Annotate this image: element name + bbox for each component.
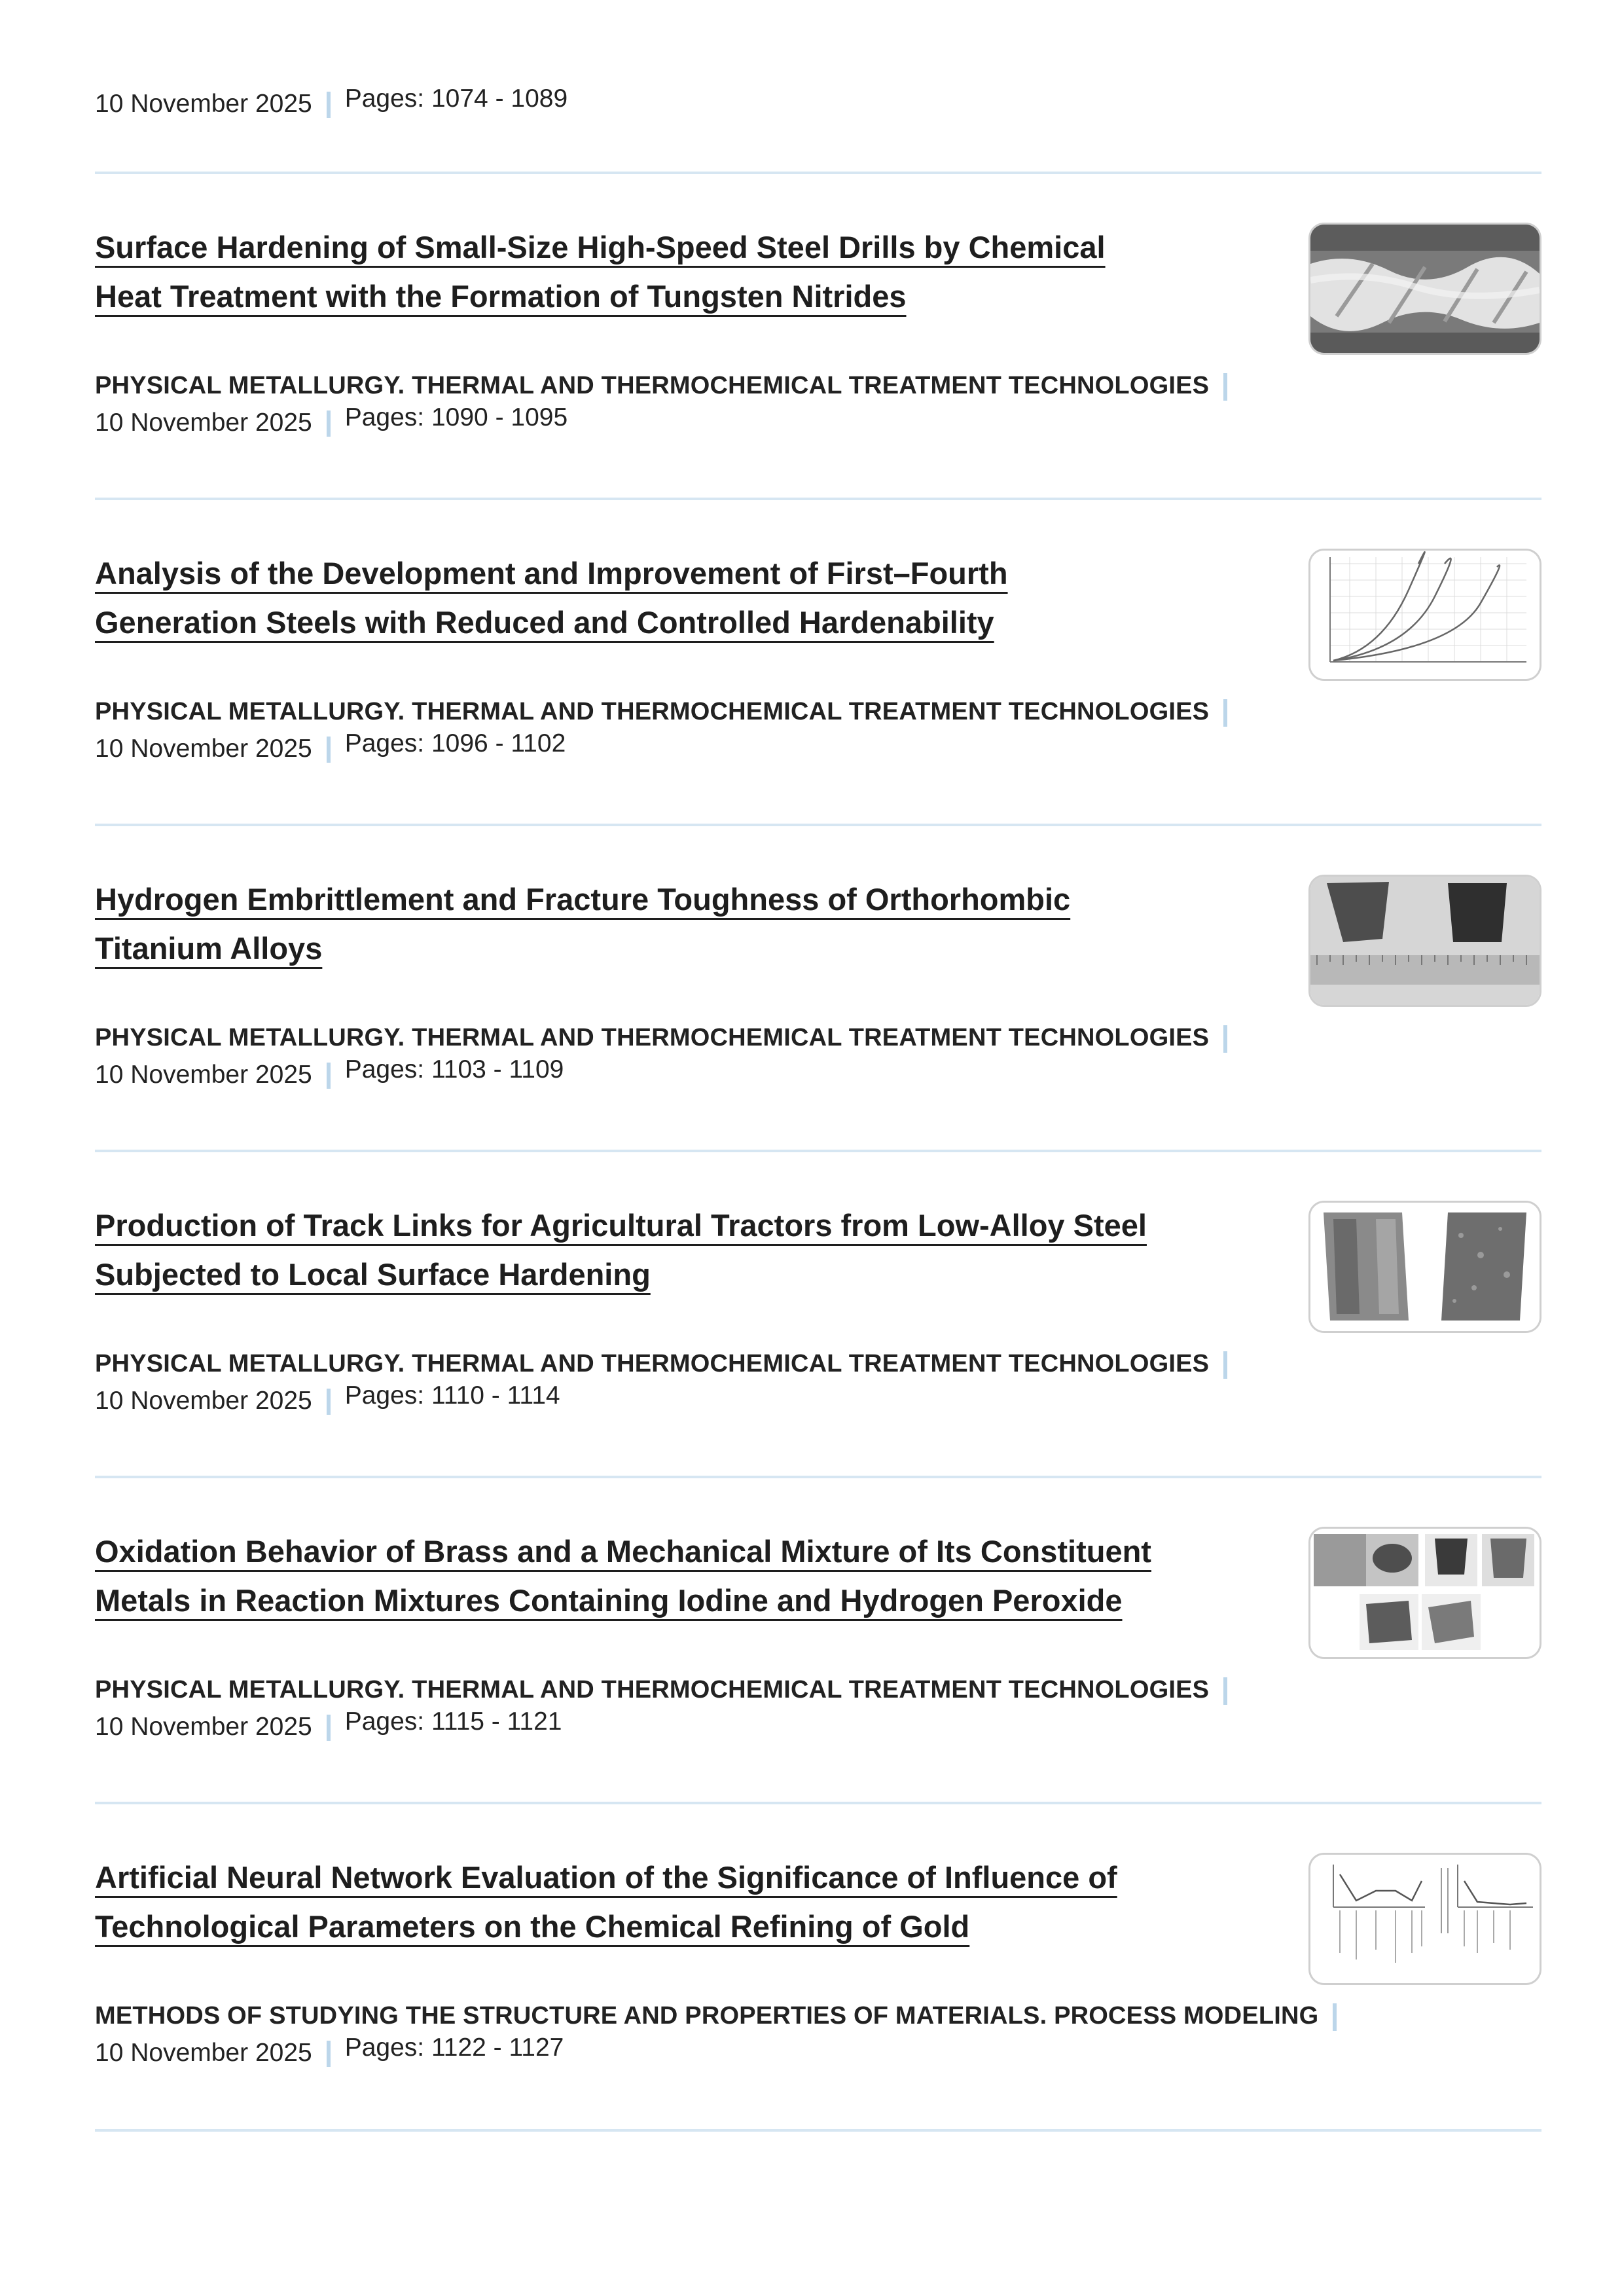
article-item (95, 875, 1541, 1089)
article-title[interactable] (95, 875, 1240, 973)
article-meta (95, 401, 568, 440)
article-thumbnail[interactable] (1308, 223, 1541, 355)
article-section (95, 1020, 1227, 1055)
track-link-image (1310, 1203, 1540, 1331)
article-thumbnail[interactable] (1308, 549, 1541, 681)
article-date: 10 November 2025 (95, 2039, 312, 2067)
article-thumbnail[interactable] (1308, 1527, 1541, 1659)
separator (95, 1476, 1541, 1478)
article-title-line[interactable]: Heat Treatment with the Formation of Tungsten Nitrides (95, 279, 907, 314)
separator (95, 498, 1541, 500)
article-thumbnail[interactable] (1308, 875, 1541, 1007)
article-pages: Pages: 1115 - 1121 (344, 1707, 562, 1736)
article-title[interactable] (95, 1201, 1240, 1299)
article-title-line[interactable]: Subjected to Local Surface Hardening (95, 1257, 651, 1292)
meta-divider (327, 2041, 331, 2067)
article-pages: Pages: 1090 - 1095 (344, 403, 568, 431)
separator (95, 1150, 1541, 1152)
article-title-line[interactable]: Analysis of the Development and Improvement of First–Fourth (95, 556, 1008, 591)
article-meta (95, 82, 1541, 121)
meta-divider (1223, 1351, 1227, 1379)
article-title-line[interactable]: Generation Steels with Reduced and Controlled Hardenability (95, 605, 994, 640)
separator (95, 824, 1541, 826)
meta-divider (1223, 1677, 1227, 1705)
top-meta (95, 82, 1541, 121)
meta-divider (1223, 1025, 1227, 1053)
meta-divider (327, 737, 331, 763)
meta-divider (1333, 2003, 1337, 2031)
article-title[interactable] (95, 1853, 1240, 1951)
section-label[interactable]: PHYSICAL METALLURGY. THERMAL AND THERMOCHEMICAL TREATMENT TECHNOLOGIES (95, 1023, 1210, 1051)
drill-image (1310, 225, 1540, 353)
article-section (95, 1346, 1227, 1381)
meta-divider (327, 92, 331, 118)
separator (95, 2129, 1541, 2132)
article-title-line[interactable]: Production of Track Links for Agricultural Tractors from Low-Alloy Steel (95, 1208, 1147, 1243)
article-title-line[interactable]: Artificial Neural Network Evaluation of the Significance of Influence of (95, 1860, 1117, 1895)
article-pages: Pages: 1110 - 1114 (344, 1381, 560, 1410)
article-date: 10 November 2025 (95, 409, 312, 437)
article-title-line[interactable]: Metals in Reaction Mixtures Containing Iodine and Hydrogen Peroxide (95, 1583, 1123, 1618)
section-label[interactable]: PHYSICAL METALLURGY. THERMAL AND THERMOCHEMICAL TREATMENT TECHNOLOGIES (95, 1675, 1210, 1704)
article-section (95, 1998, 1337, 2033)
article-title-line[interactable]: Hydrogen Embrittlement and Fracture Toughness of Orthorhombic (95, 882, 1071, 917)
article-pages: Pages: 1122 - 1127 (344, 2033, 564, 2062)
meta-divider (327, 410, 331, 437)
article-date: 10 November 2025 (95, 90, 312, 118)
article-title-line[interactable]: Oxidation Behavior of Brass and a Mechanical Mixture of Its Constituent (95, 1534, 1151, 1569)
article-pages: Pages: 1103 - 1109 (344, 1055, 564, 1084)
article-pages: Pages: 1074 - 1089 (344, 84, 568, 113)
article-item (95, 1201, 1541, 1415)
section-label[interactable]: PHYSICAL METALLURGY. THERMAL AND THERMOCHEMICAL TREATMENT TECHNOLOGIES (95, 697, 1210, 725)
article-date: 10 November 2025 (95, 1713, 312, 1741)
article-meta (95, 1053, 564, 1092)
brass-samples-image (1310, 1529, 1540, 1657)
section-label[interactable]: PHYSICAL METALLURGY. THERMAL AND THERMOCHEMICAL TREATMENT TECHNOLOGIES (95, 1349, 1210, 1377)
neural-network-chart-image (1310, 1855, 1540, 1983)
separator (95, 1802, 1541, 1804)
article-item (95, 549, 1541, 763)
section-label[interactable]: PHYSICAL METALLURGY. THERMAL AND THERMOCHEMICAL TREATMENT TECHNOLOGIES (95, 371, 1210, 399)
article-item (95, 223, 1541, 437)
article-date: 10 November 2025 (95, 735, 312, 763)
article-thumbnail[interactable] (1308, 1201, 1541, 1333)
article-meta (95, 1705, 562, 1744)
meta-divider (1223, 373, 1227, 401)
article-meta (95, 727, 566, 766)
article-pages: Pages: 1096 - 1102 (344, 729, 566, 757)
article-thumbnail[interactable] (1308, 1853, 1541, 1985)
article-section (95, 694, 1227, 729)
article-title[interactable] (95, 1527, 1240, 1625)
article-title-line[interactable]: Titanium Alloys (95, 931, 323, 966)
meta-divider (1223, 699, 1227, 727)
separator (95, 172, 1541, 174)
article-item (95, 1527, 1541, 1741)
meta-divider (327, 1389, 331, 1415)
section-label[interactable]: METHODS OF STUDYING THE STRUCTURE AND PROPERTIES OF MATERIALS. PROCESS MODELING (95, 2001, 1319, 2030)
graph-image (1310, 551, 1540, 679)
article-section (95, 368, 1227, 403)
meta-divider (327, 1063, 331, 1089)
specimen-image (1310, 877, 1540, 1005)
article-title-line[interactable]: Technological Parameters on the Chemical Refining of Gold (95, 1909, 970, 1944)
article-title[interactable] (95, 223, 1240, 321)
article-date: 10 November 2025 (95, 1061, 312, 1089)
article-item (95, 1853, 1541, 2067)
meta-divider (327, 1715, 331, 1741)
article-section (95, 1672, 1227, 1707)
article-meta (95, 1379, 560, 1418)
article-date: 10 November 2025 (95, 1387, 312, 1415)
article-title[interactable] (95, 549, 1240, 647)
article-meta (95, 2031, 564, 2070)
article-title-line[interactable]: Surface Hardening of Small-Size High-Speed Steel Drills by Chemical (95, 230, 1106, 264)
